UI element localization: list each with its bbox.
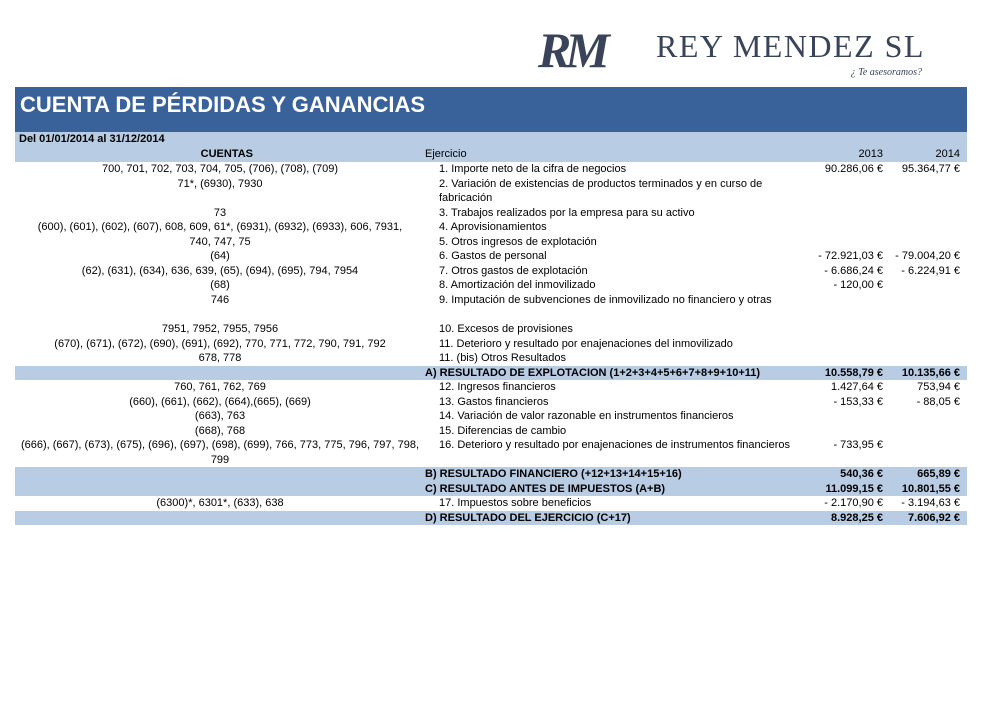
row-description: C) RESULTADO ANTES DE IMPUESTOS (A+B) — [425, 482, 666, 495]
row-cuentas: (660), (661), (662), (664),(665), (669) — [129, 395, 311, 408]
row-description: D) RESULTADO DEL EJERCICIO (C+17) — [425, 511, 631, 524]
row-cuentas: (600), (601), (602), (607), 608, 609, 61*, (6931), (6932), (6933), 606, 7931, — [37, 221, 403, 233]
table-row — [15, 409, 967, 424]
row-description: 5. Otros ingresos de explotación — [439, 235, 597, 248]
row-value-2013: 540,36 € — [840, 468, 883, 480]
row-value-2013: 11.099,15 € — [825, 482, 883, 495]
row-description: 8. Amortización del inmovilizado — [439, 279, 596, 291]
company-name: REY MENDEZ SL — [656, 28, 925, 64]
report-period: Del 01/01/2014 al 31/12/2014 — [15, 132, 967, 147]
row-description: 3. Trabajos realizados por la empresa para su activo — [439, 206, 695, 219]
row-value-2013: - 6.686,24 € — [824, 264, 883, 277]
row-description: 11. Deterioro y resultado por enajenaciones del inmovilizado — [439, 337, 733, 350]
row-value-2014: 10.801,55 € — [901, 482, 960, 495]
subtotal-row — [15, 366, 967, 381]
row-value-2014: - 6.224,91 € — [901, 264, 960, 277]
row-cuentas: 746 — [210, 293, 230, 306]
header-ejercicio: Ejercicio — [425, 148, 467, 160]
table-row — [15, 249, 967, 264]
report-title: CUENTA DE PÉRDIDAS Y GANANCIAS — [15, 87, 967, 132]
row-value-2013: 8.928,25 € — [831, 511, 883, 524]
table-row — [15, 322, 967, 337]
header-2013: 2013 — [858, 148, 883, 160]
row-value-2013: 10.558,79 € — [824, 366, 883, 379]
row-description: 1. Importe neto de la cifra de negocios — [439, 163, 627, 175]
table-row — [15, 235, 967, 250]
table-row — [15, 293, 967, 308]
row-cuentas: (668), 768 — [194, 424, 246, 437]
subtotal-row — [15, 511, 967, 526]
statement-header — [15, 147, 967, 162]
row-cuentas: 678, 778 — [198, 352, 242, 364]
row-cuentas: 7951, 7952, 7955, 7956 — [161, 323, 279, 335]
row-cuentas: (670), (671), (672), (690), (691), (692), 770, 771, 772, 790, 791, 792 — [54, 337, 386, 350]
table-row — [15, 278, 967, 293]
table-row — [15, 307, 967, 322]
row-value-2014: 95.364,77 € — [901, 163, 960, 175]
row-cuentas: 71*, (6930), 7930 — [177, 177, 263, 190]
row-description: 12. Ingresos financieros — [439, 381, 556, 393]
table-row — [15, 438, 967, 467]
row-description: 4. Aprovisionamientos — [439, 221, 547, 233]
table-row — [15, 380, 967, 395]
table-row — [15, 424, 967, 439]
row-cuentas: 740, 747, 75 — [189, 235, 251, 248]
row-value-2014: 10.135,66 € — [901, 366, 960, 379]
row-value-2013: 90.286,06 € — [824, 163, 883, 175]
row-cuentas: (64) — [210, 250, 230, 262]
row-value-2014: 753,94 € — [917, 381, 960, 393]
income-statement — [15, 147, 967, 525]
row-cuentas: (663), 763 — [194, 410, 246, 422]
row-description: 15. Diferencias de cambio — [439, 424, 567, 437]
row-cuentas: 760, 761, 762, 769 — [174, 381, 266, 393]
subtotal-row — [15, 482, 967, 497]
subtotal-row — [15, 467, 967, 482]
table-row — [15, 177, 967, 206]
row-description: 7. Otros gastos de explotación — [439, 264, 588, 277]
row-value-2014: - 3.194,63 € — [901, 497, 960, 509]
row-cuentas: (62), (631), (634), 636, 639, (65), (694), (695), 794, 7954 — [81, 264, 359, 277]
row-value-2013: - 733,95 € — [833, 439, 883, 451]
row-cuentas: 700, 701, 702, 703, 704, 705, (706), (708), (709) — [101, 163, 339, 175]
row-cuentas: (68) — [210, 279, 230, 291]
row-cuentas: 73 — [213, 206, 227, 219]
row-description: 6. Gastos de personal — [439, 250, 547, 262]
row-description: 17. Impuestos sobre beneficios — [439, 497, 592, 509]
row-description: B) RESULTADO FINANCIERO (+12+13+14+15+16) — [425, 468, 682, 480]
row-description: 16. Deterioro y resultado por enajenaciones de instrumentos financieros — [439, 439, 790, 451]
row-description: 11. (bis) Otros Resultados — [439, 352, 566, 364]
table-row — [15, 162, 967, 177]
row-value-2014: 7.606,92 € — [908, 511, 960, 524]
row-value-2014: 665,89 € — [917, 468, 960, 480]
row-value-2014: - 79.004,20 € — [895, 250, 960, 262]
company-tagline: ¿ Te asesoramos? — [850, 67, 922, 78]
statement-rows — [15, 162, 967, 525]
table-row — [15, 496, 967, 511]
row-value-2013: 1.427,64 € — [831, 381, 883, 393]
logo-mark: RM — [538, 22, 604, 78]
row-cuentas: (6300)*, 6301*, (633), 638 — [156, 497, 284, 509]
header-2014: 2014 — [935, 148, 960, 160]
company-logo — [538, 22, 958, 82]
row-description: 9. Imputación de subvenciones de inmovilizado no financiero y otras — [439, 293, 772, 306]
header-cuentas: CUENTAS — [200, 148, 253, 160]
row-description: 2. Variación de existencias de productos terminados y en curso de fabricación — [439, 177, 763, 204]
row-value-2013: - 2.170,90 € — [824, 497, 883, 509]
table-row — [15, 206, 967, 221]
row-value-2013: - 153,33 € — [833, 395, 883, 408]
row-value-2013: - 120,00 € — [833, 279, 883, 291]
table-row — [15, 351, 967, 366]
row-description: 10. Excesos de provisiones — [439, 323, 573, 335]
row-description: 13. Gastos financieros — [439, 395, 549, 408]
table-row — [15, 264, 967, 279]
row-value-2014: - 88,05 € — [916, 395, 960, 408]
row-value-2013: - 72.921,03 € — [818, 250, 883, 262]
row-description: A) RESULTADO DE EXPLOTACION (1+2+3+4+5+6+7+8+9+10+11) — [425, 366, 761, 379]
row-description: 14. Variación de valor razonable en instrumentos financieros — [439, 410, 734, 422]
row-cuentas: (666), (667), (673), (675), (696), (697), (698), (699), 766, 773, 775, 796, 797, 798, 799 — [20, 439, 420, 466]
table-row — [15, 337, 967, 352]
table-row — [15, 395, 967, 410]
table-row — [15, 220, 967, 235]
